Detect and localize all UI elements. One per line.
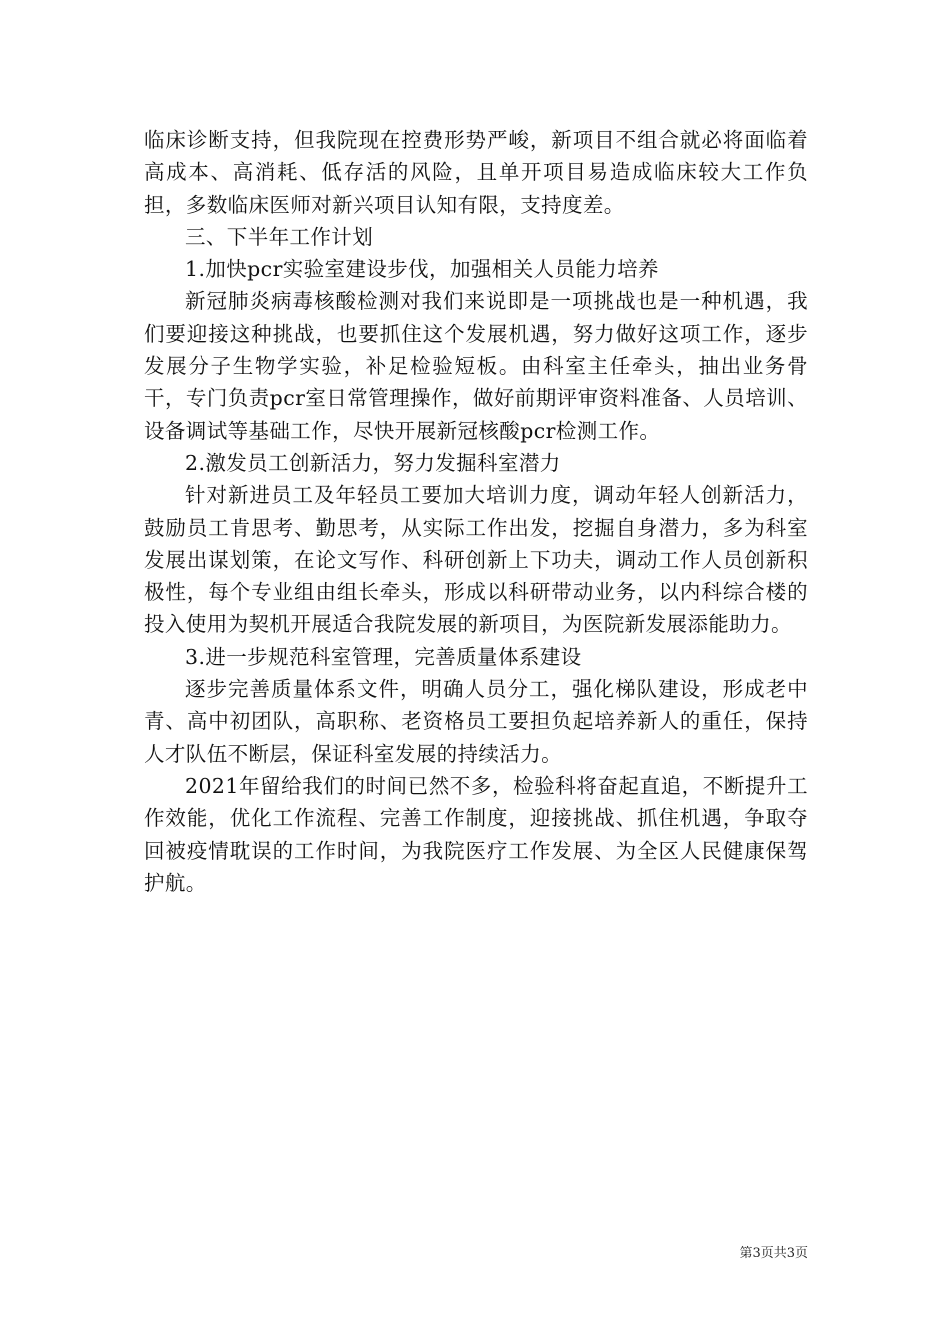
subheading-pcr-lab: 1.加快pcr实验室建设步伐，加强相关人员能力培养 bbox=[185, 257, 659, 282]
section-heading-plan: 三、下半年工作计划 bbox=[185, 224, 374, 249]
paragraph-conclusion: 2021年留给我们的时间已然不多，检验科将奋起直追，不断提升工作效能，优化工作流程、完善工作制度，迎接挑战、抓住机遇，争取夺回被疫情耽误的工作时间，为我院医疗工作发展、为全区人民健康保驾护航。 bbox=[144, 773, 808, 895]
paragraph-cost-risk: 临床诊断支持，但我院现在控费形势严峻，新项目不组合就必将面临着高成本、高消耗、低存活的风险，且单开项目易造成临床较大工作负担，多数临床医师对新兴项目认知有限，支持度差。 bbox=[144, 128, 808, 217]
paragraph-innovation: 针对新进员工及年轻员工要加大培训力度，调动年轻人创新活力，鼓励员工肯思考、勤思考，从实际工作出发，挖掘自身潜力，多为科室发展出谋划策，在论文写作、科研创新上下功夫，调动工作人员创新积极性，每个专业组由组长牵头，形成以科研带动业务，以内科综合楼的投入使用为契机开展适合我院发展的新项目，为医院新发展添能助力。 bbox=[144, 483, 808, 637]
page-number: 第3页共3页 bbox=[739, 1246, 808, 1261]
paragraph-pcr-lab: 新冠肺炎病毒核酸检测对我们来说即是一项挑战也是一种机遇，我们要迎接这种挑战，也要抓住这个发展机遇，努力做好这项工作，逐步发展分子生物学实验，补足检验短板。由科室主任牵头，抽出业务骨干，专门负责pcr室日常管理操作，做好前期评审资料准备、人员培训、设备调试等基础工作，尽快开展新冠核酸pcr检测工作。 bbox=[144, 289, 808, 443]
subheading-innovation: 2.激发员工创新活力，努力发掘科室潜力 bbox=[185, 450, 561, 475]
paragraph-management: 逐步完善质量体系文件，明确人员分工，强化梯队建设，形成老中青、高中初团队，高职称、老资格员工要担负起培养新人的重任，保持人才队伍不断层，保证科室发展的持续活力。 bbox=[144, 677, 808, 766]
document-body bbox=[144, 124, 808, 899]
subheading-management: 3.进一步规范科室管理，完善质量体系建设 bbox=[185, 644, 582, 669]
